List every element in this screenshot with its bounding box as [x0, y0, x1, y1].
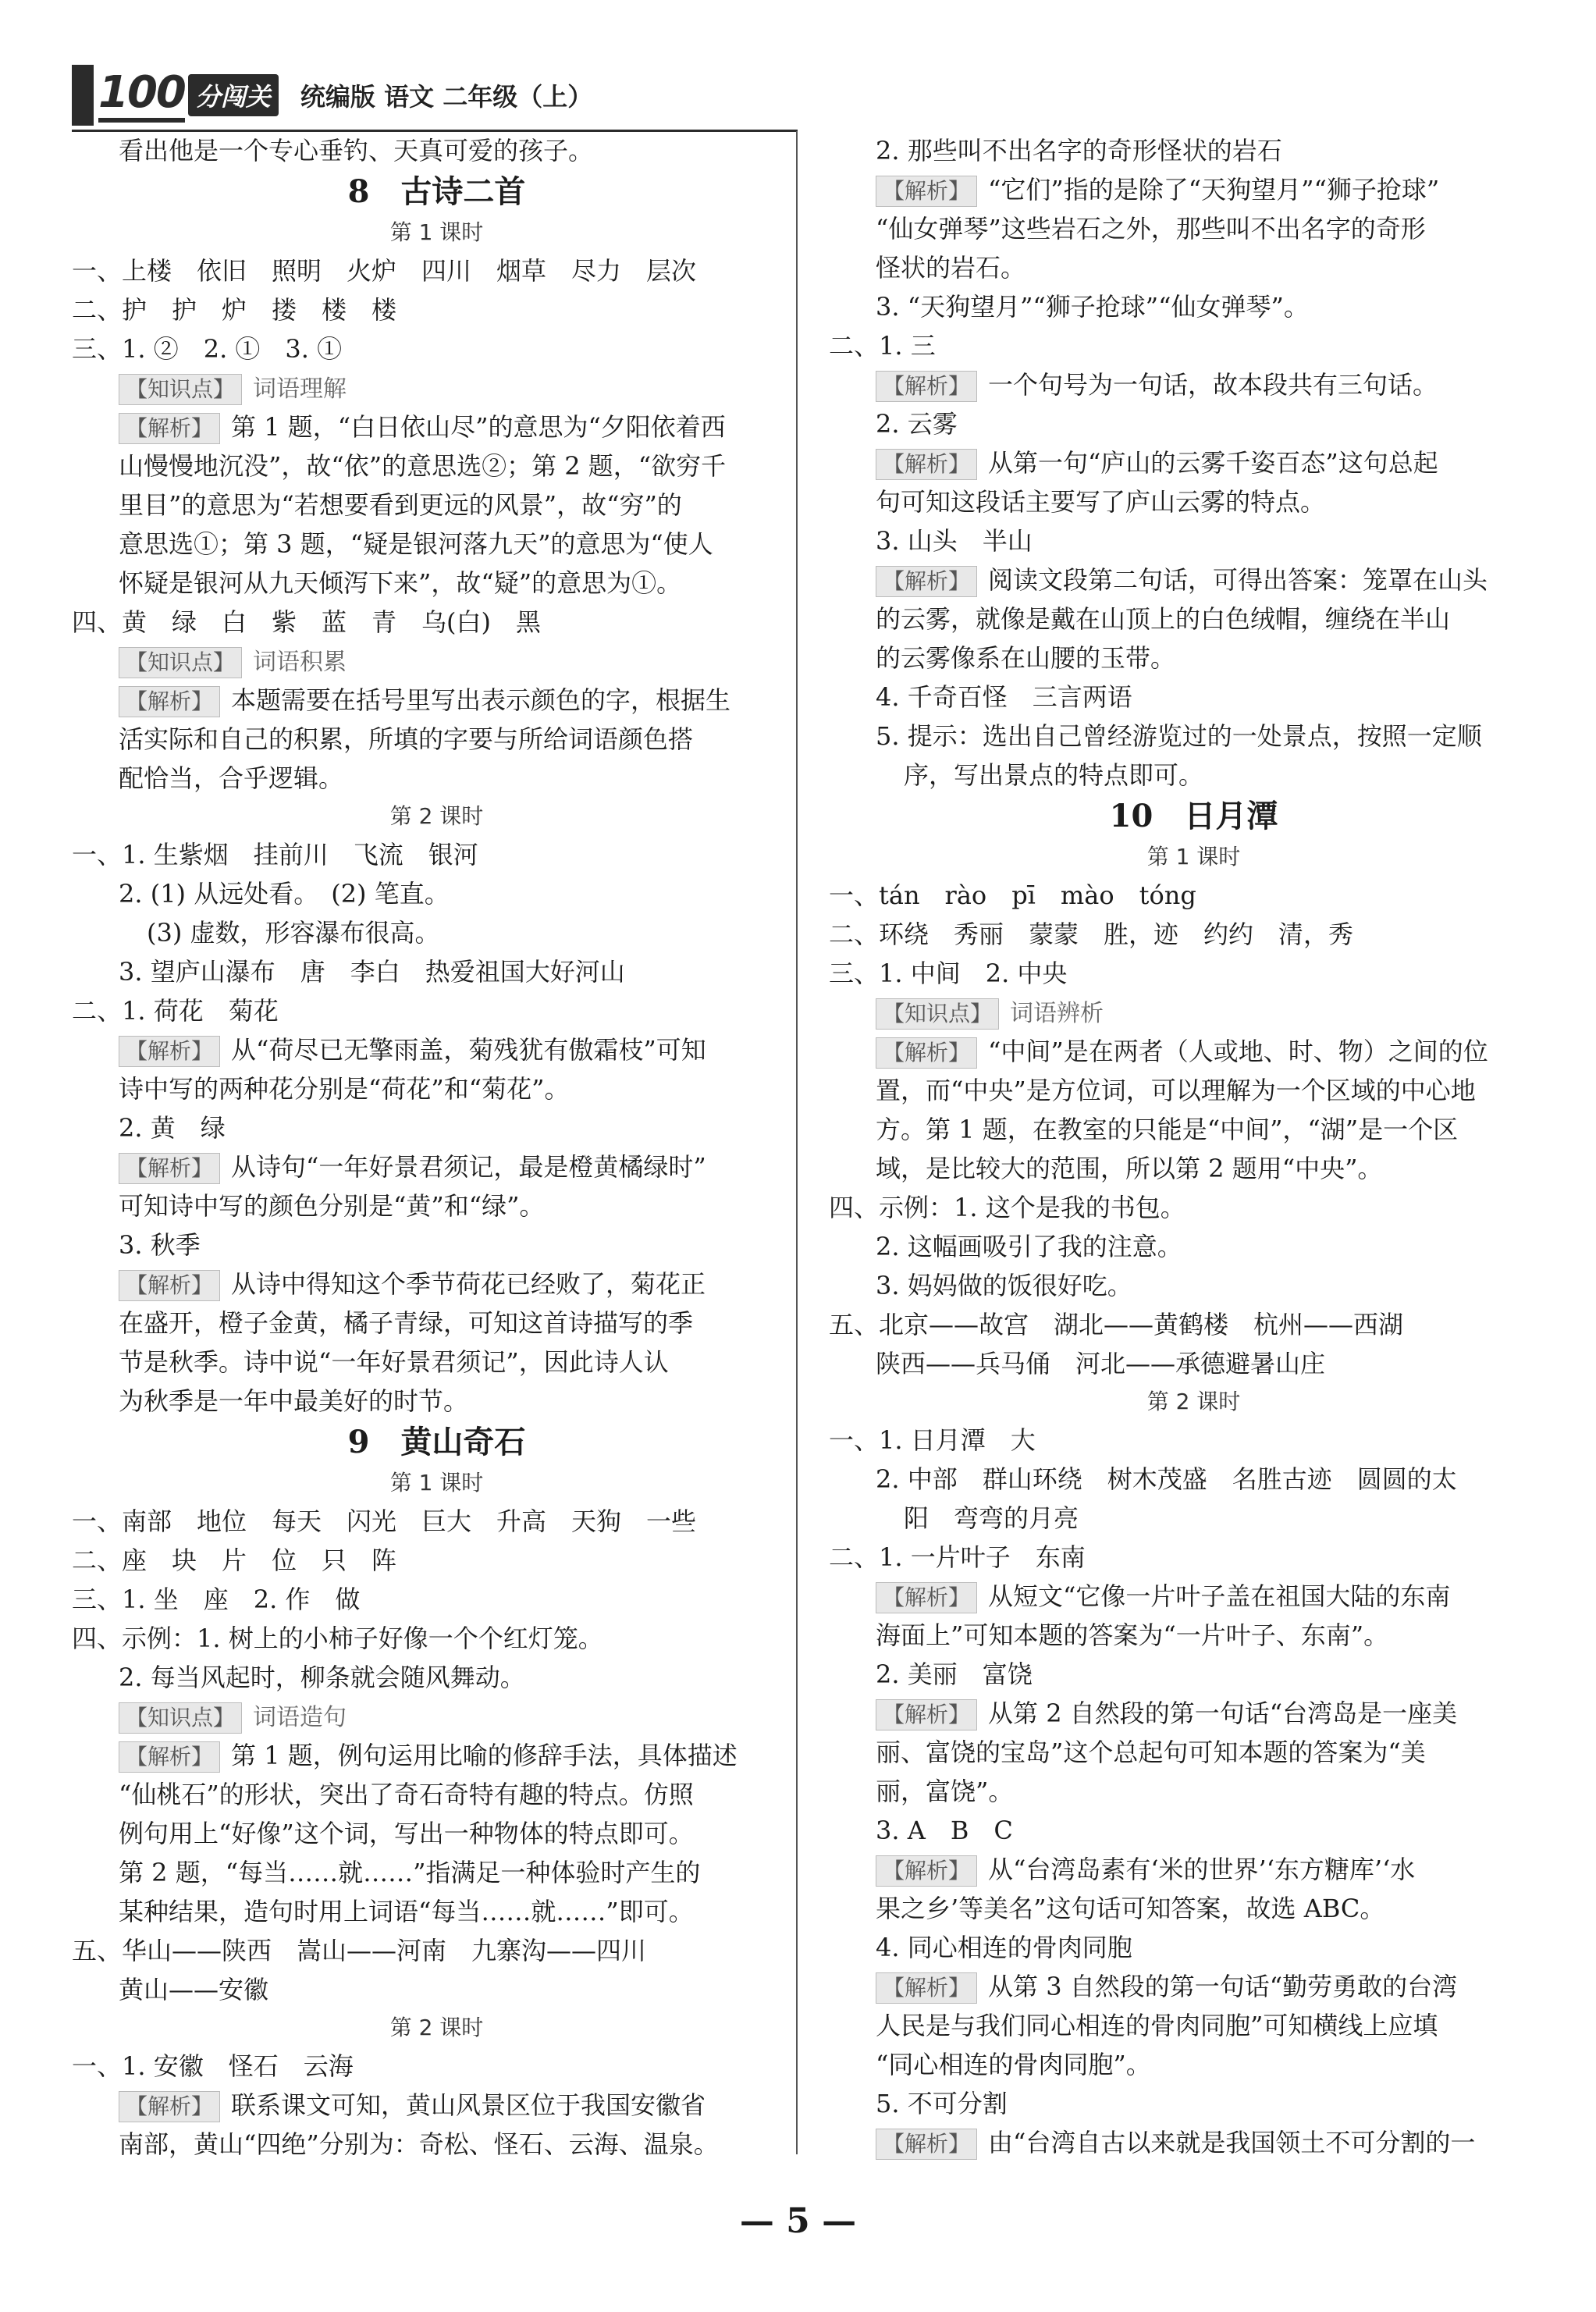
annotation-tag: 【解析】 — [876, 2129, 977, 2160]
answer-line: 三、1. 中间 2. 中央 — [829, 959, 1068, 988]
answer-line: 一、1. 安徽 怪石 云海 — [72, 2051, 354, 2081]
logo-bar — [72, 65, 94, 126]
answer-line: 在盛开，橙子金黄，橘子青绿，可知这首诗描写的季 — [119, 1308, 694, 1338]
annotation-text: 由“台湾自古以来就是我国领土不可分割的一 — [988, 2128, 1476, 2157]
answer-line: 方。第 1 题，在教室的只能是“中间”，“湖”是一个区 — [876, 1115, 1459, 1144]
answer-line: 看出他是一个专心垂钓、天真可爱的孩子。 — [119, 136, 594, 165]
annotated-line — [829, 170, 1559, 209]
answer-line: 意思选①；第 3 题，“疑是银河落九天”的意思为“使人 — [119, 529, 713, 559]
annotation-text: 一个句号为一句话，故本段共有三句话。 — [988, 370, 1438, 400]
answer-line: 3. “天狗望月”“狮子抢球”“仙女弹琴”。 — [876, 292, 1309, 322]
answer-line: 句可知这段话主要写了庐山云雾的特点。 — [876, 487, 1326, 517]
answer-line: 第 2 题，“每当……就……”指满足一种体验时产生的 — [119, 1858, 701, 1887]
annotation-text: 词语辨析 — [1010, 1000, 1104, 1027]
annotation-tag: 【解析】 — [876, 1037, 977, 1069]
answer-line: 四、黄 绿 白 紫 蓝 青 乌(白) 黑 — [72, 607, 541, 637]
lesson-title: 8 古诗二首 — [347, 173, 526, 210]
answer-line: 南部，黄山“四绝”分别为：奇松、怪石、云海、温泉。 — [119, 2129, 719, 2159]
answer-line: 二、环绕 秀丽 蒙蒙 胜，迹 约约 清，秀 — [829, 919, 1354, 949]
answer-line: 3. 秋季 — [119, 1230, 201, 1260]
annotated-line — [72, 2086, 802, 2125]
answer-line: 里目”的意思为“若想要看到更远的风景”，故“穷”的 — [119, 490, 682, 520]
answer-line: 陕西——兵马俑 河北——承德避暑山庄 — [876, 1349, 1326, 1378]
period-heading: 第 2 课时 — [389, 803, 484, 829]
annotation-tag: 【解析】 — [876, 1582, 977, 1613]
answer-line: 二、1. 荷花 菊花 — [72, 996, 279, 1026]
logo-text: 分闯关 — [188, 74, 279, 116]
answer-line: 5. 不可分割 — [876, 2089, 1008, 2118]
answer-line: 海面上”可知本题的答案为“一片叶子、东南”。 — [876, 1620, 1389, 1650]
annotation-text: 词语理解 — [253, 375, 347, 403]
answer-line: 黄山——安徽 — [119, 1975, 269, 2004]
annotation-tag: 【解析】 — [119, 686, 220, 717]
answer-line: 怀疑是银河从九天倾泻下来”，故“疑”的意思为①。 — [119, 568, 682, 598]
edition-label: 统编版 语文 二年级（上） — [300, 82, 593, 112]
annotation-text: 从“台湾岛素有‘米的世界’‘东方糖库’‘水 — [988, 1855, 1416, 1884]
left-column — [72, 131, 802, 2164]
annotation-text: 联系课文可知，黄山风景区位于我国安徽省 — [231, 2090, 706, 2120]
answer-line: 丽，富饶”。 — [876, 1777, 1014, 1806]
annotated-line — [72, 1147, 802, 1186]
annotated-line — [829, 1850, 1559, 1889]
annotated-line — [72, 1736, 802, 1775]
answer-line: 阳 弯弯的月亮 — [904, 1503, 1079, 1533]
answer-line: 3. 望庐山瀑布 唐 李白 热爱祖国大好河山 — [119, 957, 625, 987]
answer-line: 可知诗中写的颜色分别是“黄”和“绿”。 — [119, 1191, 545, 1221]
answer-line: 2. 美丽 富饶 — [876, 1659, 1033, 1689]
answer-line: 3. 山头 半山 — [876, 526, 1033, 556]
annotation-tag: 【解析】 — [876, 449, 977, 480]
annotation-tag: 【知识点】 — [876, 998, 999, 1030]
answer-line: 的云雾，就像是戴在山顶上的白色绒帽，缠绕在半山 — [876, 604, 1451, 634]
answer-line: 一、1. 日月潭 大 — [829, 1425, 1036, 1455]
period-heading: 第 2 课时 — [1146, 1389, 1241, 1414]
answer-line: 2. 这幅画吸引了我的注意。 — [876, 1232, 1182, 1261]
answer-line: 配恰当，合乎逻辑。 — [119, 763, 344, 793]
annotation-text: 第 1 题，例句运用比喻的修辞手法，具体描述 — [231, 1741, 738, 1770]
answer-line: 域，是比较大的范围，所以第 2 题用“中央”。 — [876, 1154, 1383, 1183]
answer-line: 2. (1) 从远处看。 (2) 笔直。 — [119, 879, 450, 909]
annotated-line — [72, 642, 802, 681]
annotation-text: 词语造句 — [253, 1704, 347, 1731]
annotation-text: 阅读文段第二句话，可得出答案：笼罩在山头 — [988, 565, 1488, 595]
answer-line: 3. A B C — [876, 1816, 1013, 1845]
answer-line: 2. 那些叫不出名字的奇形怪状的岩石 — [876, 136, 1282, 165]
annotated-line — [72, 407, 802, 446]
annotation-tag: 【知识点】 — [119, 647, 242, 678]
annotated-line — [829, 365, 1559, 404]
period-heading: 第 1 课时 — [389, 219, 484, 245]
page-number: — 5 — — [739, 2201, 857, 2241]
annotation-tag: 【解析】 — [876, 566, 977, 597]
annotation-tag: 【知识点】 — [119, 374, 242, 405]
annotation-tag: 【解析】 — [119, 1153, 220, 1184]
annotation-tag: 【解析】 — [119, 2091, 220, 2122]
annotation-text: 从短文“它像一片叶子盖在祖国大陆的东南 — [988, 1581, 1451, 1611]
annotation-tag: 【解析】 — [876, 1699, 977, 1730]
annotated-line — [72, 1264, 802, 1304]
answer-line: 二、1. 三 — [829, 331, 936, 361]
annotated-line — [829, 560, 1559, 599]
answer-line: 3. 妈妈做的饭很好吃。 — [876, 1271, 1132, 1300]
answer-line: 四、示例：1. 这个是我的书包。 — [829, 1193, 1185, 1222]
annotation-tag: 【知识点】 — [119, 1702, 242, 1734]
answer-line: 人民是与我们同心相连的骨肉同胞”可知横线上应填 — [876, 2011, 1438, 2040]
annotated-line — [72, 368, 802, 407]
answer-line: 二、座 块 片 位 只 阵 — [72, 1545, 397, 1575]
annotation-tag: 【解析】 — [119, 1741, 220, 1773]
period-heading: 第 1 课时 — [389, 1470, 484, 1496]
answer-line: 2. 黄 绿 — [119, 1113, 226, 1143]
answer-line: “同心相连的骨肉同胞”。 — [876, 2050, 1151, 2079]
annotation-tag: 【解析】 — [876, 176, 977, 207]
period-heading: 第 2 课时 — [389, 2015, 484, 2040]
answer-line: 果之乡’等美名”这句话可知答案，故选 ABC。 — [876, 1894, 1385, 1923]
annotation-tag: 【解析】 — [119, 1036, 220, 1067]
answer-line: 一、上楼 依旧 照明 火炉 四川 烟草 尽力 层次 — [72, 256, 697, 286]
annotated-line — [72, 1030, 802, 1069]
annotation-text: 从诗中得知这个季节荷花已经败了，菊花正 — [231, 1269, 706, 1299]
lesson-title: 10 日月潭 — [1109, 798, 1278, 834]
annotated-line — [72, 681, 802, 720]
annotation-text: 词语积累 — [253, 649, 347, 676]
annotation-text: “它们”指的是除了“天狗望月”“狮子抢球” — [988, 175, 1440, 205]
answer-line: 2. 中部 群山环绕 树木茂盛 名胜古迹 圆圆的太 — [876, 1464, 1457, 1494]
annotation-tag: 【解析】 — [876, 1855, 977, 1887]
answer-line: 活实际和自己的积累，所填的字要与所给词语颜色搭 — [119, 724, 694, 754]
answer-line: 五、华山——陕西 嵩山——河南 九寨沟——四川 — [72, 1936, 647, 1965]
answer-line: 4. 千奇百怪 三言两语 — [876, 682, 1132, 712]
lesson-title: 9 黄山奇石 — [347, 1424, 526, 1460]
answer-line: 一、tán rào pī mào tóng — [829, 880, 1196, 910]
page-header — [72, 64, 592, 126]
answer-line: 某种结果，造句时用上词语“每当……就……”即可。 — [119, 1897, 694, 1926]
answer-line: 为秋季是一年中最美好的时节。 — [119, 1386, 469, 1416]
annotated-line — [829, 1032, 1559, 1071]
answer-line: 二、护 护 炉 搂 楼 楼 — [72, 295, 397, 325]
annotation-text: 从第 2 自然段的第一句话“台湾岛是一座美 — [988, 1698, 1458, 1728]
annotation-text: 从“荷尽已无擎雨盖，菊残犹有傲霜枝”可知 — [231, 1035, 706, 1065]
answer-line: 4. 同心相连的骨肉同胞 — [876, 1933, 1132, 1962]
annotation-text: 从第 3 自然段的第一句话“勤劳勇敢的台湾 — [988, 1972, 1458, 2001]
annotated-line — [72, 1697, 802, 1736]
answer-line: 2. 云雾 — [876, 409, 958, 439]
answer-line: 一、南部 地位 每天 闪光 巨大 升高 天狗 一些 — [72, 1506, 697, 1536]
answer-line: 一、1. 生紫烟 挂前川 飞流 银河 — [72, 840, 478, 870]
answer-line: 的云雾像系在山腰的玉带。 — [876, 643, 1176, 673]
annotated-line — [829, 993, 1559, 1032]
right-column — [829, 131, 1559, 2162]
answer-line: “仙桃石”的形状，突出了奇石奇特有趣的特点。仿照 — [119, 1780, 694, 1809]
answer-line: 四、示例：1. 树上的小柿子好像一个个红灯笼。 — [72, 1624, 603, 1653]
annotation-text: 本题需要在括号里写出表示颜色的字，根据生 — [231, 685, 731, 715]
annotation-text: 第 1 题，“白日依山尽”的意思为“夕阳依着西 — [231, 412, 726, 442]
answer-line: 置，而“中央”是方位词，可以理解为一个区域的中心地 — [876, 1076, 1476, 1105]
answer-line: 节是秋季。诗中说“一年好景君须记”，因此诗人认 — [119, 1347, 669, 1377]
annotation-tag: 【解析】 — [876, 371, 977, 402]
answer-line: 序，写出景点的特点即可。 — [904, 760, 1204, 790]
answer-line: 五、北京——故宫 湖北——黄鹤楼 杭州——西湖 — [829, 1310, 1404, 1339]
answer-line: 5. 提示：选出自己曾经游览过的一处景点，按照一定顺 — [876, 721, 1482, 751]
answer-line: 例句用上“好像”这个词，写出一种物体的特点即可。 — [119, 1819, 694, 1848]
annotated-line — [829, 1577, 1559, 1616]
answer-line: (3) 虚数，形容瀑布很高。 — [147, 918, 440, 948]
annotation-tag: 【解析】 — [119, 1270, 220, 1301]
period-heading: 第 1 课时 — [1146, 844, 1241, 870]
answer-line: 怪状的岩石。 — [876, 253, 1026, 283]
column-divider — [796, 131, 798, 2154]
answer-line: 诗中写的两种花分别是“荷花”和“菊花”。 — [119, 1074, 570, 1104]
annotation-tag: 【解析】 — [119, 413, 220, 444]
annotation-text: “中间”是在两者（人或地、时、物）之间的位 — [988, 1037, 1488, 1066]
answer-line: 丽、富饶的宝岛”这个总起句可知本题的答案为“美 — [876, 1738, 1426, 1767]
answer-line: “仙女弹琴”这些岩石之外，那些叫不出名字的奇形 — [876, 214, 1426, 244]
answer-line: 山慢慢地沉没”，故“依”的意思选②；第 2 题，“欲穷千 — [119, 451, 727, 481]
annotated-line — [829, 443, 1559, 482]
answer-line: 二、1. 一片叶子 东南 — [829, 1542, 1086, 1572]
series-logo — [72, 65, 279, 126]
answer-line: 三、1. ② 2. ① 3. ① — [72, 334, 343, 364]
logo-number: 100 — [98, 68, 185, 123]
answer-line: 2. 每当风起时，柳条就会随风舞动。 — [119, 1663, 525, 1692]
annotated-line — [829, 1967, 1559, 2006]
annotation-text: 从第一句“庐山的云雾千姿百态”这句总起 — [988, 448, 1438, 478]
annotated-line — [829, 2123, 1559, 2162]
annotation-text: 从诗句“一年好景君须记，最是橙黄橘绿时” — [231, 1152, 706, 1182]
annotation-tag: 【解析】 — [876, 1972, 977, 2004]
annotated-line — [829, 1694, 1559, 1733]
answer-line: 三、1. 坐 座 2. 作 做 — [72, 1585, 361, 1614]
